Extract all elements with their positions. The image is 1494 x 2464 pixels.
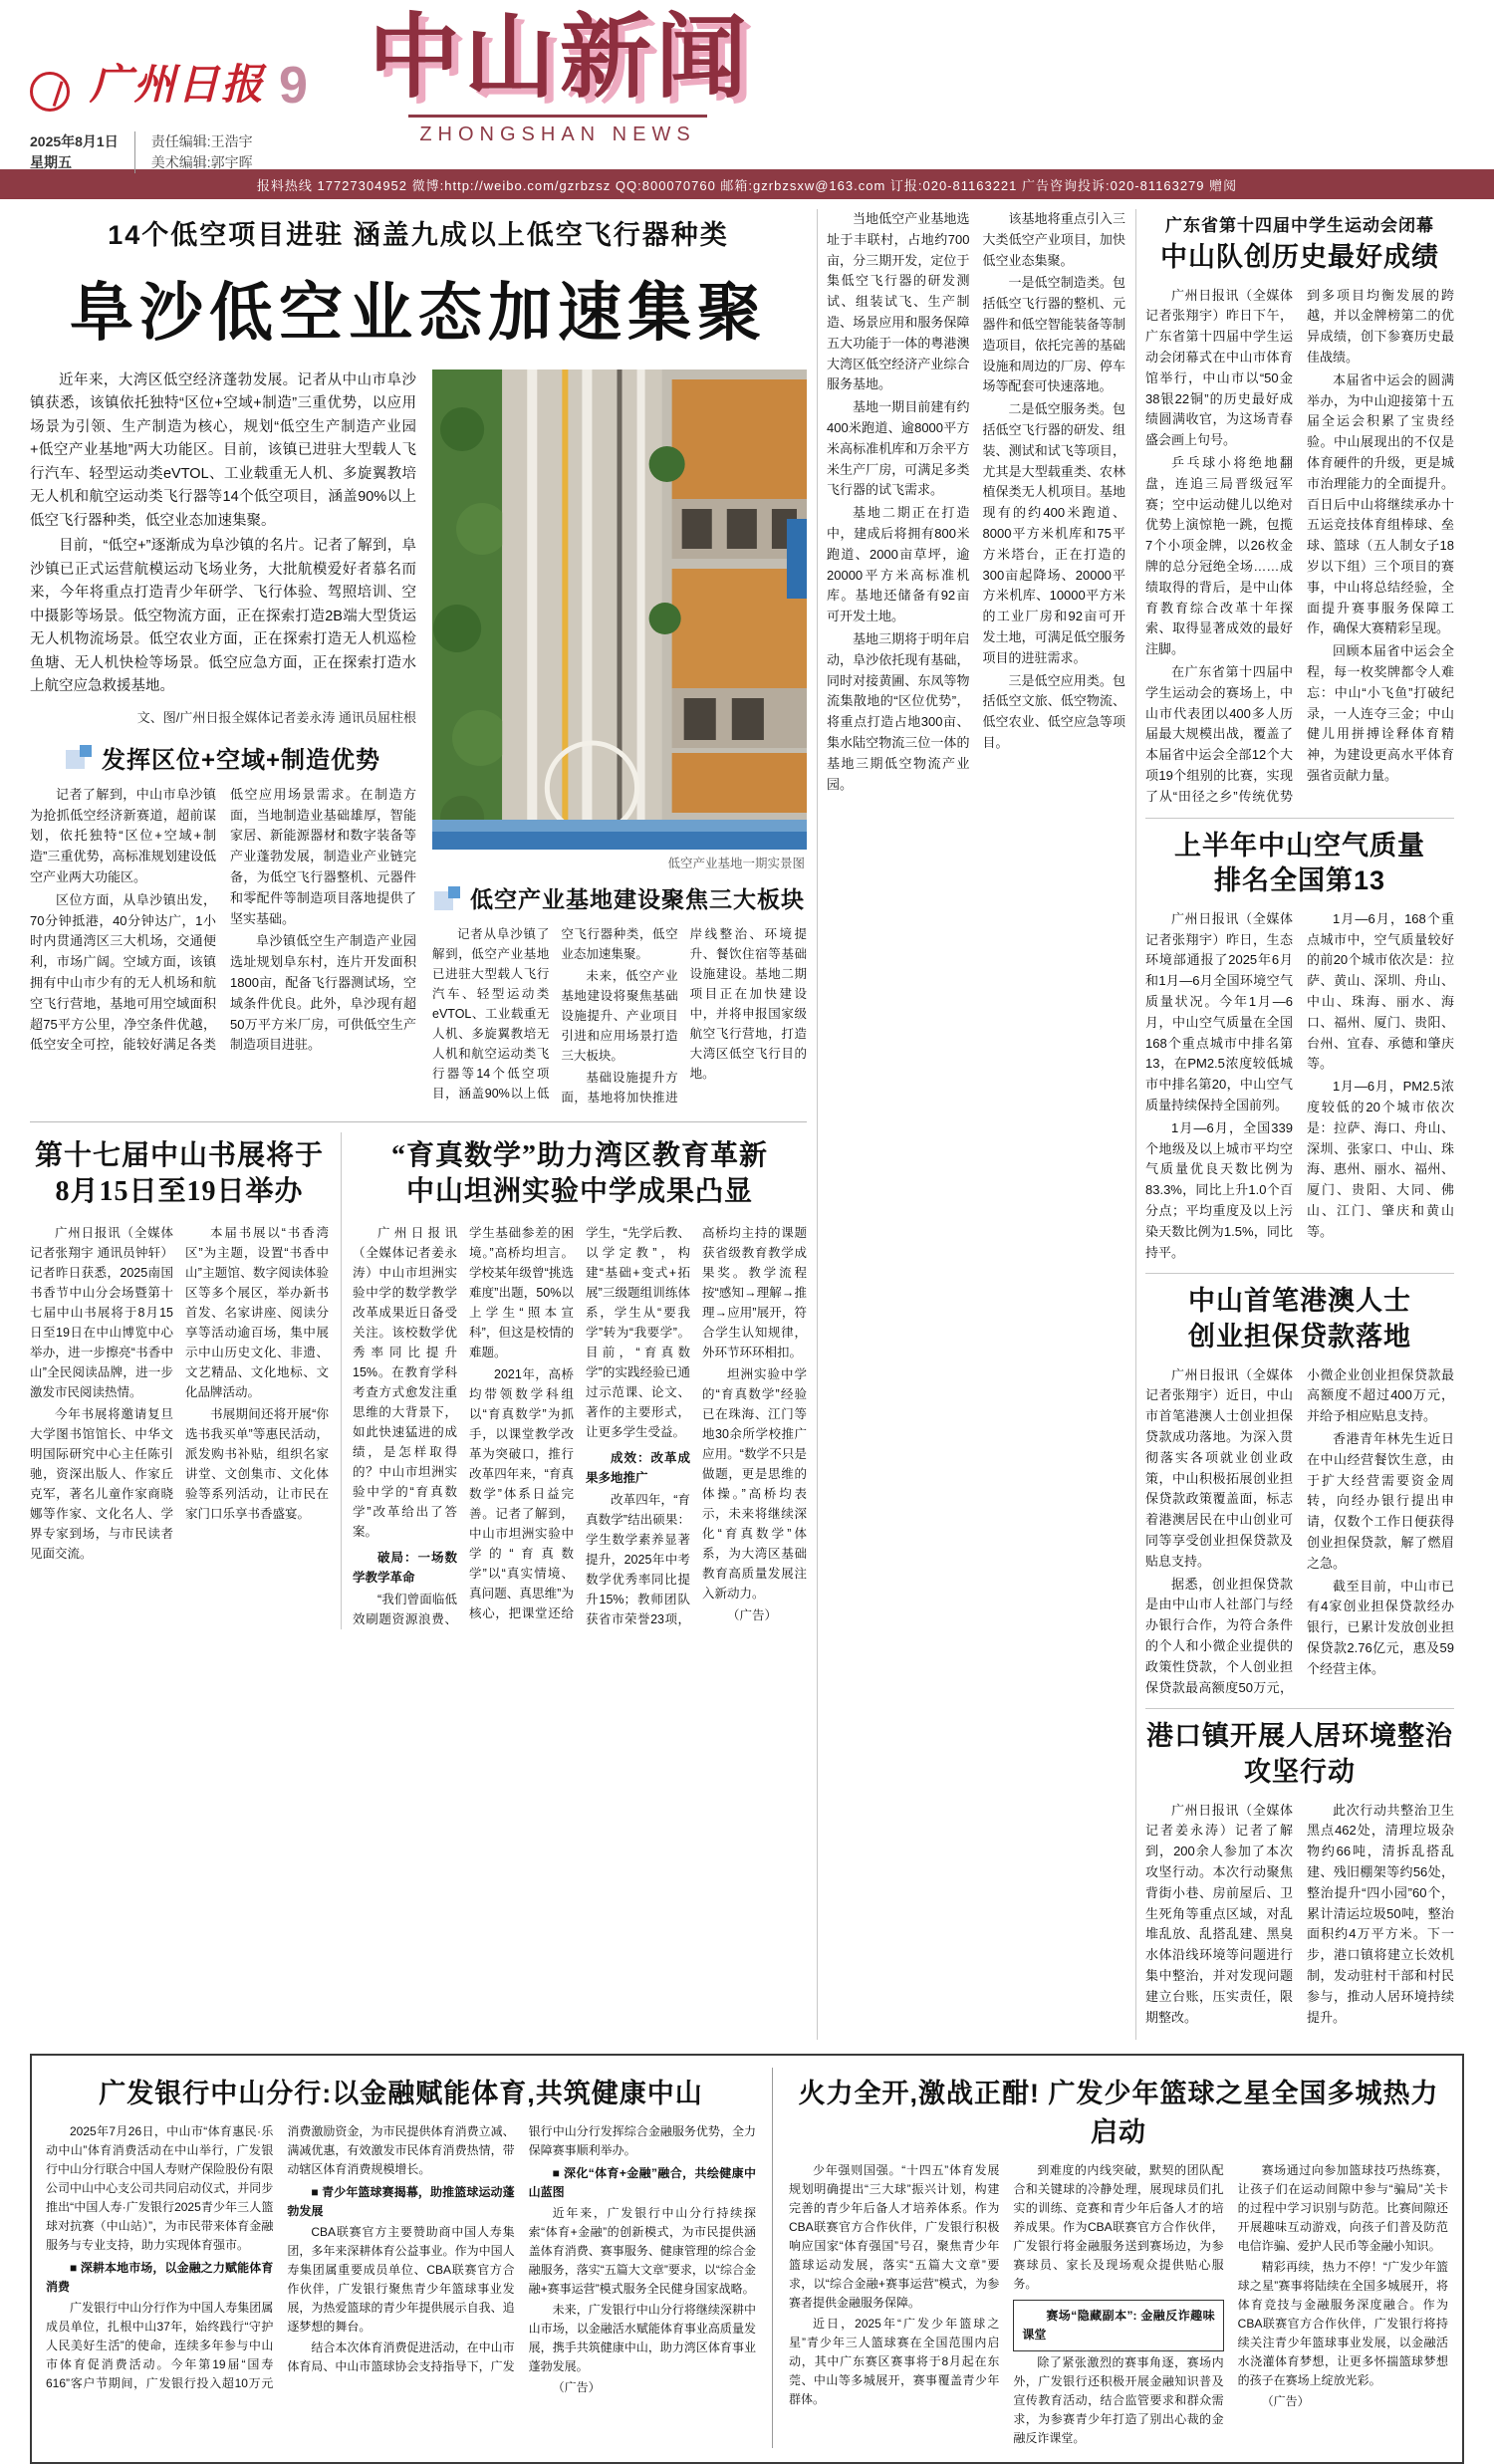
horizontal-divider xyxy=(1145,1273,1454,1274)
page-title: 中山新闻 xyxy=(369,7,752,109)
math-education-body xyxy=(353,1223,807,1629)
ad-basketball-body xyxy=(789,2161,1448,2447)
sports-article xyxy=(1145,211,1454,808)
ad-paragraph: CBA联赛官方主要赞助商中国人寿集团，多年来深耕体育公益事业。作为中国人寿集团属重要成员单位、CBA联赛官方合作伙伴，广发银行聚焦青少年篮球事业发展，为热爱篮球的青少年提供展示自我、追逐梦想的舞台。 xyxy=(287,2225,515,2334)
photo-caption: 低空产业基地一期实景图 xyxy=(667,857,805,870)
continuation-paragraph: 基地三期将于明年启动，阜沙依托现有基础，同时对接黄圃、东凤等物流集散地的“区位优势”，将重点打造占地300亩、集水陆空物流三位一体的基地三期低空物流产业园。 xyxy=(827,630,970,792)
section1-body xyxy=(30,785,416,1057)
math-education-paragraph: 改革四年，“育真数学”结出硕果：学生数学素养显著提升，2025年中考数学优秀率同比提升15%；教师团队获省市荣誉23项，高桥均主持的课题获省级教育教学成果奖。教学流程按“感知→理解→推理→应用”展开，符合学生认知规律，外环节环环相扣。 xyxy=(586,1225,807,1626)
sports-paragraph: 广州日报讯（全媒体记者张翔宇）昨日下午，广东省第十四届中学生运动会闭幕式在中山市体育馆举行，中山市以“50金38银22铜”的历史最好成绩圆满收官，为这场青春盛会画上句号。 xyxy=(1145,287,1293,448)
ad-basketball xyxy=(789,2068,1448,2447)
math-education-article xyxy=(341,1132,807,1629)
section1-title: 发挥区位+空域+制造优势 xyxy=(101,746,381,774)
loan-paragraph: 广州日报讯（全媒体记者张翔宇）近日，中山市首笔港澳人士创业担保贷款成功落地。为深入贯彻落实各项就业创业政策，中山积极拓展创业担保贷款政策覆盖面，标志着港澳居民在中山创业可同等享受创业担保贷款及贴息支持。 xyxy=(1145,1366,1293,1569)
math-education-paragraph: 2021年，高桥均带领数学科组以“育真数学”为抓手，以课堂教学改革为突破口，推行改革四年来，“育真数学”体系日益完善。记者了解到，中山市坦洲实验中学的“育真数学”以“真实情境、真问题、真思维”为核心，把课堂还给学生，“先学后教、以学定教”，构建“基础+变式+拓展”三级题组训练体系，学生从“要我学”转为“我要学”。目前，“育真数学”的实践经验已通过示范课、论文、著作的主要形式，让更多学生受益。 xyxy=(469,1225,690,1620)
ad-paragraph: 未来，广发银行中山分行将继续深耕中山市场，以金融活水赋能体育事业高质量发展，携手共筑健康中山，助力湾区体育事业蓬勃发展。 xyxy=(528,2302,756,2373)
ad-subhead: ■ 深耕本地市场，以金融之力赋能体育消费 xyxy=(46,2261,274,2294)
environment-paragraph: 此次行动共整治卫生黑点462处，清理垃圾杂物约66吨，清拆乱搭乱建、残旧棚架等约56处，整治提升“四小园”60个，累计清运垃圾50吨，整治面积约4万平方米。下一步，港口镇将建立长效机制，发动驻村干部和村民参与，推动人居环境持续提升。 xyxy=(1307,1802,1454,2025)
page-title-en: ZHONGSHAN NEWS xyxy=(408,115,707,146)
section1-paragraph: 区位方面，从阜沙镇出发，70分钟抵港，40分钟达广，1小时内贯通湾区三大机场，交通便利，市场广阔。空域方面，该镇拥有中山市少有的无人机场和航空飞行营地，基地可用空域面积超75平方公里，净空条件优越，低空安全可控，能较好满足各类低空应用场景需求。在制造方面，当地制造业基础雄厚，智能家居、新能源器材和数字装备等产业蓬勃发展，制造业产业链完备，为低空飞行器整机、元器件和零配件等制造项目落地提供了坚实基础。 xyxy=(30,786,416,1053)
sports-paragraph: 在广东省第十四届中学生运动会的赛场上，中山市代表团以400多人历届最大规模出战，覆盖了本届省中运会全部12个大项19个组别的比赛，实现了从“田径之乡”传统优势到多项目均衡发展的跨越，并以金牌榜第二的优异成绩，创下参赛历史最佳战绩。 xyxy=(1145,287,1454,804)
main-story-kicker: 14个低空项目进驻 涵盖九成以上低空飞行器种类 xyxy=(108,220,729,250)
math-education-subhead: 破局：一场数学教学革命 xyxy=(353,1550,457,1585)
weekday: 星期五 xyxy=(30,154,72,170)
masthead xyxy=(0,0,1494,169)
sports-headline: 中山队创历史最好成绩 xyxy=(1160,242,1439,272)
ad-subhead: ■ 深化“体育+金融”融合，共绘健康中山蓝图 xyxy=(528,2166,756,2200)
ad-paragraph: 除了紧张激烈的赛事角逐，赛场内外，广发银行还积极开展金融知识普及宣传教育活动，结合监管要求和群众需求，为参赛青少年打造了别出心裁的金融反诈课堂。 xyxy=(1013,2354,1224,2445)
sports-paragraph: 乒乓球小将绝地翻盘，连追三局晋级冠军赛；空中运动健儿以绝对优势上演惊艳一跳，包揽7个小项金牌，以26枚金牌的总分冠绝全场……成绩取得的背后，是中山体育教育综合改革十年探索、取得显著成效的最好注脚。 xyxy=(1145,455,1293,657)
air-quality-paragraph: 广州日报讯（全媒体记者张翔宇）昨日，生态环境部通报了2025年6月和1月—6月全国环境空气质量状况。今年1月—6月，中山空气质量在全国168个重点城市中排名第13，在PM2.5浓度较低城市中排名第20，中山空气质量持续保持全国前列。 xyxy=(1145,910,1293,1112)
ad-subhead: ■ 青少年篮球赛揭幕，助推篮球运动蓬勃发展 xyxy=(287,2185,515,2219)
book-fair-article xyxy=(30,1132,329,1629)
book-fair-paragraph: 今年书展将邀请复旦大学图书馆馆长、中华文明国际研究中心主任陈引驰，资深出版人、作家丘克军，著名儿童作家商晓娜等作家、文化名人、学界专家到场，与市民读者见面交流。 xyxy=(30,1406,173,1561)
main-story xyxy=(30,209,807,2040)
book-fair-paragraph: 广州日报讯（全媒体记者张翔宇 通讯员钟轩）记者昨日获悉，2025南国书香节中山分会场暨第十七届中山书展将于8月15日至19日在中山博览中心举办，进一步擦亮“书香中山”全民阅读品牌，进一步激发市民阅读热情。 xyxy=(30,1225,173,1399)
air-quality-article xyxy=(1145,829,1454,1264)
section2-paragraph: 未来，低空产业基地建设将聚焦基础设施提升、产业项目引进和应用场景打造三大板块。 xyxy=(561,969,678,1063)
ad-paragraph: 近年来，广发银行中山分行持续探索“体育+金融”的创新模式，为市民提供涵盖体育消费、赛事服务、健康管理的综合金融服务，落实“五篇大文章”要求，以“综合金融+赛事运营”模式服务全民健身国家战略。 xyxy=(528,2206,756,2296)
main-story-byline: 文、图/广州日报全媒体记者姜永涛 通讯员屈柱根 xyxy=(136,709,416,725)
ad-tag: （广告） xyxy=(552,2379,601,2394)
sports-kicker: 广东省第十四届中学生运动会闭幕 xyxy=(1165,216,1434,235)
sports-paragraph: 本届省中运会的圆满举办，为中山迎接第十五届全运会积累了宝贵经验。中山展现出的不仅是体育硬件的升级，更是城市治理能力的全面提升。百日后中山将继续承办十五运竞技体育组棒球、垒球、篮球（五人制女子18岁以下组）三个项目的赛事，中山将总结经验，全面提升赛事服务保障工作，确保大赛精彩呈现。 xyxy=(1307,371,1454,636)
environment-paragraph: 广州日报讯（全媒体记者姜永涛）记者了解到，200余人参加了本次攻坚行动。本次行动聚焦背街小巷、房前屋后、卫生死角等重点区域，对乱堆乱放、乱搭乱建、黑臭水体沿线环境等问题进行集中整治，并对发现问题建立台账，压实责任，限期整改。 xyxy=(1145,1802,1293,2025)
ad-paragraph: 广发银行中山分行作为中国人寿集团属成员单位，扎根中山37年，始终践行“守护人民美好生活”的使命，连续多年参与中山市体育促消费活动。今年第19届“国寿616”客户节期间，广发银行投入超10万元消费激励资金，为市民提供体育消费立减、满减优惠，有效激发市民体育消费热情，带动辖区体育消费规模增长。 xyxy=(46,2124,515,2390)
main-story-headline: 阜沙低空业态加速集聚 xyxy=(70,278,767,349)
ad-boxed-subhead: 赛场“隐藏副本”: 金融反诈趣味课堂 xyxy=(1013,2300,1223,2351)
ad-basketball-headline: 火力全开,激战正酣! 广发少年篮球之星全国多城热力启动 xyxy=(798,2079,1439,2148)
continuation-paragraph: 该基地将重点引入三大类低空产业项目，加快低空业态集聚。 xyxy=(982,211,1125,268)
air-quality-paragraph: 1月—6月，PM2.5浓度较低的20个城市依次是：拉萨、海口、舟山、深圳、张家口、中山、珠海、惠州、丽水、福州、厦门、贵阳、大同、佛山、江门、肇庆和黄山等。 xyxy=(1307,1079,1454,1239)
air-quality-paragraph: 1月—6月，168个重点城市中，空气质量较好的前20个城市依次是：拉萨、黄山、深圳、舟山、中山、珠海、丽水、海口、福州、厦门、贵阳、台州、宜春、承德和肇庆等。 xyxy=(1307,910,1454,1072)
horizontal-divider xyxy=(1145,1708,1454,1709)
book-fair-paragraph: 本届书展以“书香湾区”为主题，设置“书香中山”主题馆、数字阅读体验区等多个展区，举办新书首发、名家讲座、阅读分享等活动逾百场，集中展示中山历史文化、非遗、文艺精品、文化地标、文化品牌活动。 xyxy=(185,1225,329,1399)
section2-body xyxy=(432,924,807,1108)
guangzhou-daily-logo-icon xyxy=(30,72,70,112)
loan-article xyxy=(1145,1284,1454,1698)
math-education-paragraph: “我们曾面临低效刷题资源浪费、学生基础参差的困境。”高桥均坦言。学校某年级曾“挑选难度”出题，50%以上学生“照本宣科”，但这是校情的难题。 xyxy=(353,1225,574,1626)
book-fair-paragraph: 书展期间还将开展“你选书我买单”等惠民活动，派发购书补贴，组织名家讲堂、文创集市、文化体验等系列活动，让市民在家门口乐享书香盛宴。 xyxy=(185,1406,329,1521)
environment-body xyxy=(1145,1801,1454,2031)
loan-headline: 中山首笔港澳人士 创业担保贷款落地 xyxy=(1188,1286,1411,1352)
ad-paragraph: 2025年7月26日，中山市“体育惠民·乐动中山”体育消费活动在中山举行，广发银行中山分行联合中国人寿财产保险股份有限公司中山中心支公司共同启动仪式，并同步推出“中国人寿·广发银行2025青少年三人篮球对抗赛（中山站）”，为市民带来体育金融服务与专业支持，助力实现体育强市。 xyxy=(46,2124,274,2253)
ad-paragraph: 到难度的内线突破，默契的团队配合和关键球的冷静处理，展现球员们扎实的训练、竞赛和青少年后备人才的培养成果。作为CBA联赛官方合作伙伴，广发银行将金融服务送到赛场边，为参赛球员、家长及现场观众提供贴心服务。 xyxy=(1013,2163,1224,2292)
editor-line: 责任编辑:王浩宇 xyxy=(150,133,253,149)
horizontal-divider xyxy=(1145,818,1454,819)
aerial-photo-low-altitude-base xyxy=(432,370,807,850)
ad-bank-sports xyxy=(46,2068,773,2447)
loan-body xyxy=(1145,1365,1454,1699)
ad-bank-sports-headline: 广发银行中山分行:以金融赋能体育,共筑健康中山 xyxy=(99,2079,703,2109)
section1-paragraph: 记者了解到，中山市阜沙镇为抢抓低空经济新赛道，超前谋划，依托独特“区位+空域+制造”三重优势，高标准规划建设低空产业两大功能区。 xyxy=(30,786,216,884)
horizontal-divider xyxy=(30,1121,807,1122)
guangzhou-daily-logo: 广州日报 xyxy=(90,63,266,109)
hotline-bar: 报料热线 17727304952 微博:http://weibo.com/gzrbzsz QQ:800070760 邮箱:gzrbzsxw@163.com 订报:020-81163221 广告咨询投诉:020-81163279 赠阅 xyxy=(0,169,1494,199)
sports-paragraph: 回顾本届省中运会全程，每一枚奖牌都令人难忘：中山“小飞鱼”打破纪录，一人连夺三金；中山健儿用拼搏诠释体育精神，为建设更高水平体育强省贡献力量。 xyxy=(1307,643,1454,783)
continuation-paragraph: 一是低空制造类。包括低空飞行器的整机、元器件和低空智能装备等制造项目，依托完善的基础设施和周边的厂房、停车场等配套可快速落地。 xyxy=(982,275,1125,394)
continuation-paragraph: 二是低空服务类。包括低空飞行器的研发、组装、测试和试飞等项目，尤其是大型载重类、农林植保类无人机项目。基地现有的约400米跑道、8000平方米机库和75平方米塔台，正在打造的300亩起降场、20000平方米机库、10000平方米的工业厂房和92亩可开发土地，可满足低空服务项目的进驻需求。 xyxy=(982,401,1125,665)
section2-title: 低空产业基地建设聚焦三大板块 xyxy=(470,886,805,912)
main-story-paragraph: 目前，“低空+”逐渐成为阜沙镇的名片。记者了解到，阜沙镇已正式运营航模运动飞场业务，大批航模爱好者慕名而来，今年将重点打造青少年研学、飞行体验、驾照培训、空中摄影等场景。低空物流方面，正在探索打造2B端大型货运无人机物流场景。低空农业方面，正在探索打造无人机巡检鱼塘、无人机快检等场景。低空应急方面，正在探索打造水上航空应急救援基地。 xyxy=(30,538,416,695)
editors-block xyxy=(151,131,253,173)
advertisement-box xyxy=(30,2054,1464,2463)
ad-paragraph: 近日，2025年“广发少年篮球之星”青少年三人篮球赛在全国范围内启动，其中广东赛区赛事将于8月起在东莞、中山等多城展开，赛事覆盖青少年群体。 xyxy=(789,2316,1000,2406)
math-education-subhead: 成效：改革成果多地推广 xyxy=(586,1450,690,1485)
ad-paragraph: 赛场通过向参加篮球技巧热练赛，让孩子们在运动间隙中参与“骗局”关卡的过程中学习识别与防范。比赛间隙还开展趣味互动游戏，向孩子们普及防范电信诈骗、爱护人民币等金融小知识。 xyxy=(1237,2163,1448,2254)
math-education-paragraph: 坦洲实验中学的“育真数学”经验已在珠海、江门等地30余所学校推广应用。“数学不只是做题，更是思维的体操。”高桥均表示，未来将继续深化“育真数学”体系，为大湾区基础教育高质量发展注入新动力。 xyxy=(702,1366,807,1601)
sports-body xyxy=(1145,286,1454,808)
ad-bank-sports-body xyxy=(46,2122,756,2396)
loan-paragraph: 据悉，创业担保贷款是由中山市人社部门与经办银行合作，为符合条件的个人和小微企业提供的政策性贷款，个人创业担保贷款最高额度50万元，小微企业创业担保贷款最高额度不超过400万元，并给予相应贴息支持。 xyxy=(1145,1366,1454,1695)
section1-paragraph: 阜沙镇低空生产制造产业园选址规划阜东村，连片开发面积1800亩，配备飞行器测试场，空域条件优良。此外，阜沙现有超50万平方米厂房，可供低空生产制造项目进驻。 xyxy=(230,933,416,1053)
math-education-headline: “育真数学”助力湾区教育革新 中山坦洲实验中学成果凸显 xyxy=(390,1140,768,1208)
date-block xyxy=(30,131,135,173)
air-quality-paragraph: 1月—6月，全国339个地级及以上城市平均空气质量优良天数比例为83.3%，同比上升1.0个百分点；平均重度及以上污染天数比例为1.5%，同比持平。 xyxy=(1145,1119,1293,1260)
continuation-paragraph: 基地二期正在打造中，建成后将拥有800米跑道、2000亩草坪，逾20000平方米高标准机库。基地还储备有92亩可开发土地。 xyxy=(827,505,970,624)
ad-paragraph: 少年强则国强。“十四五”体育发展规划明确提出“三大球”振兴计划，构建完善的青少年后备人才培养体系。作为CBA联赛官方合作伙伴，广发银行积极响应国家“体育强国”号召，聚焦青少年篮球运动发展，落实“五篇大文章”要求，以“综合金融+赛事运营”模式，为参赛者提供金融服务保障。 xyxy=(789,2163,1000,2311)
book-fair-body xyxy=(30,1223,329,1564)
loan-paragraph: 截至目前，中山市已有4家创业担保贷款经办银行，已累计发放创业担保贷款2.76亿元，惠及59个经营主体。 xyxy=(1307,1578,1454,1676)
section2-paragraph: 记者从阜沙镇了解到，低空产业基地已进驻大型载人飞行汽车、轻型运动类eVTOL、工业载重无人机、多旋翼教培无人机和航空运动类飞行器等14个低空项目，涵盖90%以上低空飞行器种类，低空业态加速集聚。 xyxy=(432,927,678,1101)
continuation-paragraph: 三是低空应用类。包括低空文旅、低空物流、低空农业、低空应急等项目。 xyxy=(982,672,1125,750)
math-education-paragraph: 广州日报讯（全媒体记者姜永涛）中山市坦洲实验中学的数学教学改革成果近日备受关注。该校数学优秀率同比提升15%。在教育学科考查方式愈发注重思维的大背景下，如此快速猛进的成绩，是怎样取得的？中山市坦洲实验中学的“育真数学”改革给出了答案。 xyxy=(353,1225,457,1539)
page-number: 9 xyxy=(279,57,308,115)
continuation-paragraph: 当地低空产业基地选址于丰联村，占地约700亩，分三期开发，定位于集低空飞行器的研发测试、组装试飞、生产制造、场景应用和服务保障五大功能于一体的粤港澳大湾区低空经济产业综合服务基地。 xyxy=(827,211,970,392)
environment-headline: 港口镇开展人居环境整治 攻坚行动 xyxy=(1146,1721,1453,1787)
editor-line: 美术编辑:郭宇晖 xyxy=(150,154,253,170)
loan-paragraph: 香港青年林先生近日在中山经营餐饮生意，由于扩大经营需要资金周转，向经办银行提出申请，仅数个工作日便获得创业担保贷款，解了燃眉之急。 xyxy=(1307,1430,1454,1571)
publish-date: 2025年8月1日 xyxy=(30,133,119,149)
section-bullet-icon xyxy=(66,745,92,769)
environment-article xyxy=(1145,1719,1454,2030)
main-story-paragraph: 近年来，大湾区低空经济蓬勃发展。记者从中山市阜沙镇获悉，该镇依托独特“区位+空域+制造”三重优势，以应用场景为引领、生产制造为核心，规划“低空生产制造产业园+低空产业基地”两大功能区。目前，该镇已进驻大型载人飞行汽车、轻型运动类eVTOL、工业载重无人机、多旋翼教培无人机和航空运动类飞行器等14个低空项目，涵盖90%以上低空飞行器种类，低空业态加速集聚。 xyxy=(30,372,416,529)
ad-paragraph: 结合本次体育消费促进活动，在中山市体育局、中山市篮球协会支持指导下，广发银行中山分行发挥综合金融服务优势，全力保障赛事顺利举办。 xyxy=(287,2124,756,2373)
section2-paragraph: 基础设施提升方面，基地将加快推进岸线整治、环境提升、餐饮住宿等基础设施建设。基地二期项目正在加快建设中，并将申报国家级航空飞行营地，打造大湾区低空飞行目的地。 xyxy=(561,927,807,1105)
continuation-paragraph: 基地一期目前建有约400米跑道、逾8000平方米高标准机库和万余平方米生产厂房，可满足多类飞行器的试飞需求。 xyxy=(827,399,970,498)
ad-tag: （广告） xyxy=(727,1607,778,1622)
air-quality-body xyxy=(1145,909,1454,1264)
right-rail xyxy=(1135,209,1454,2040)
book-fair-headline: 第十七届中山书展将于 8月15日至19日举办 xyxy=(34,1140,324,1208)
ad-paragraph: 精彩再续，热力不停！“广发少年篮球之星”赛事将陆续在全国多城展开，将体育竞技与金融服务深度融合。作为CBA联赛官方合作伙伴，广发银行将持续关注青少年篮球事业发展，以金融活水浇灌体育梦想，让更多怀揣篮球梦想的孩子在赛场上绽放光彩。 xyxy=(1237,2260,1448,2387)
ad-tag: （广告） xyxy=(1261,2393,1310,2408)
section-bullet-icon xyxy=(434,886,460,910)
air-quality-headline: 上半年中山空气质量 排名全国第13 xyxy=(1174,830,1425,896)
main-story-continuation xyxy=(817,209,1125,2040)
